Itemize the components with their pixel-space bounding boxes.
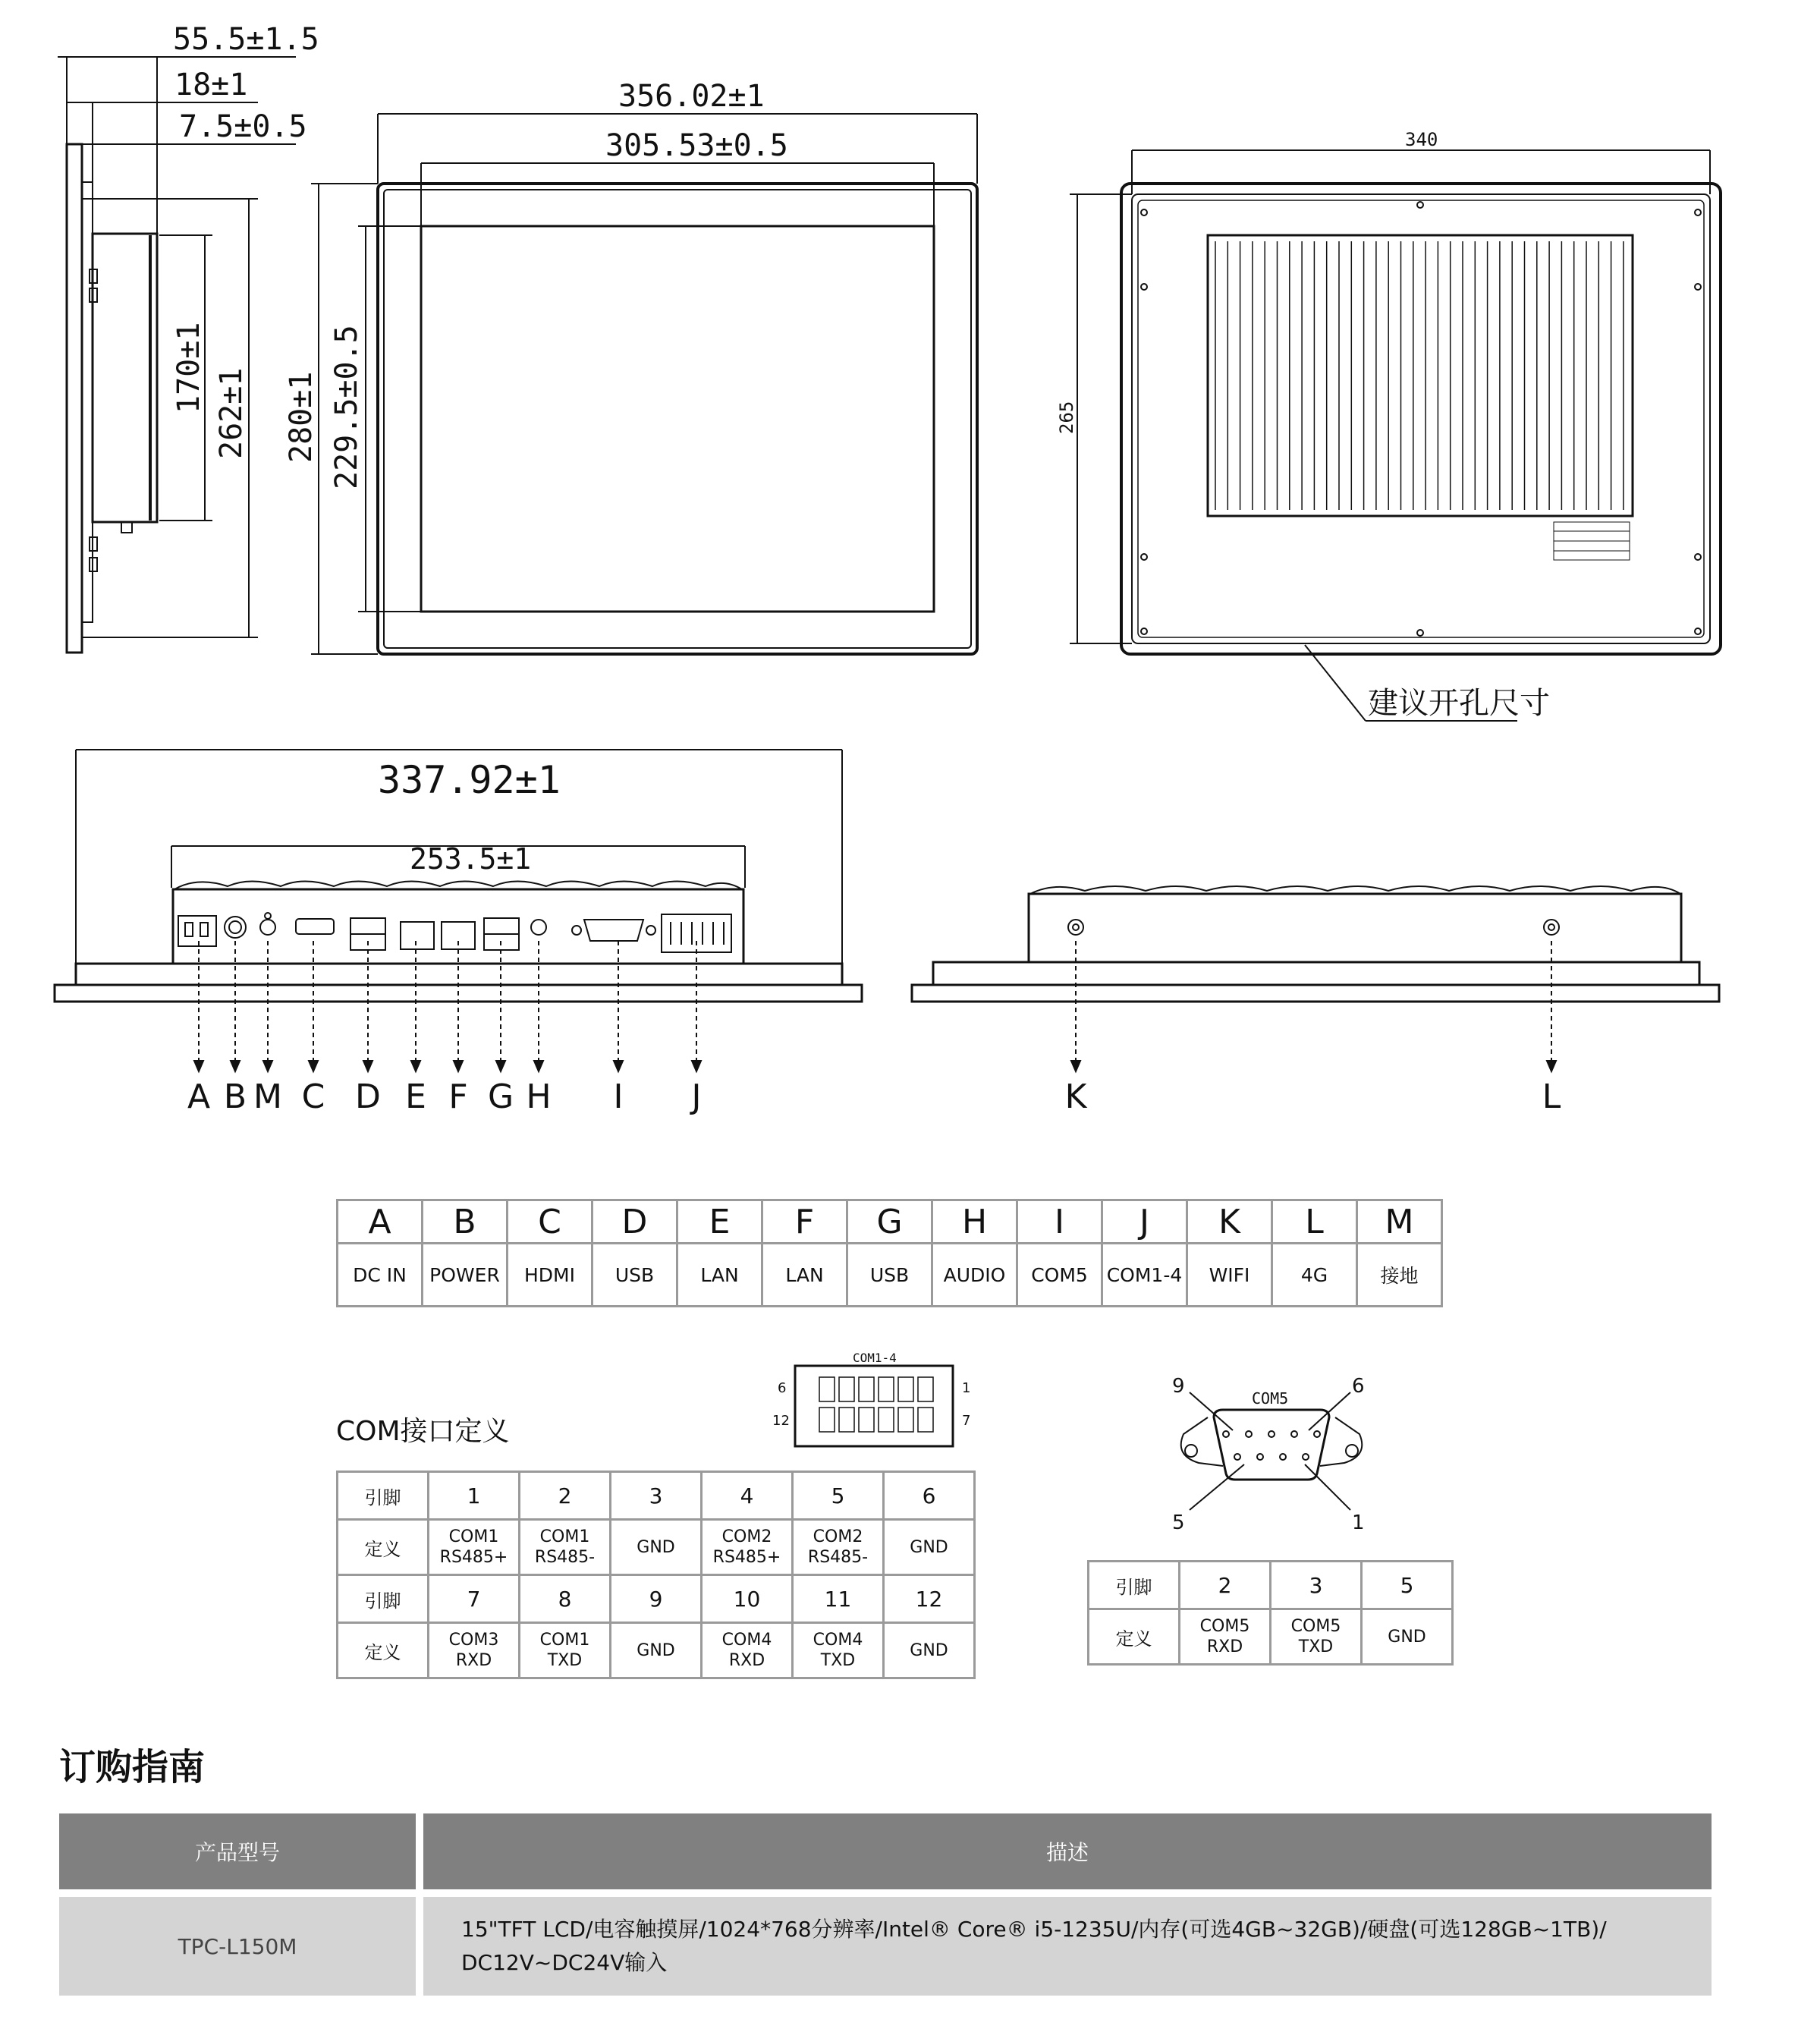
port-letter: B [223, 1077, 247, 1116]
pin-definition-line: RS485+ [439, 1548, 508, 1567]
pin-cell [819, 1377, 835, 1401]
order-description [423, 1897, 1712, 1996]
port-letter-cell: F [762, 1200, 847, 1244]
pin-definition-line: COM2 [721, 1527, 772, 1546]
front-view [284, 79, 977, 654]
pin-definition-line: COM3 [448, 1631, 499, 1650]
port-name-cell: 接地 [1357, 1244, 1442, 1307]
db9-pin [1291, 1431, 1297, 1437]
pin-definition-line: RXD [1206, 1637, 1243, 1656]
db9-pin [1257, 1454, 1263, 1460]
port-arrows-left [194, 941, 701, 1071]
port-letter-cell: C [508, 1200, 593, 1244]
pin-cell [898, 1408, 913, 1432]
port-name-cell: LAN [677, 1244, 762, 1307]
com5-pin-5: 5 [1172, 1511, 1185, 1534]
port-letter: K [1064, 1077, 1087, 1116]
pin-definition-line: COM1 [539, 1631, 590, 1650]
port-name-cell: USB [593, 1244, 677, 1307]
port-letter-cell: D [593, 1200, 677, 1244]
dim-side-inner-height: 170±1 [171, 322, 206, 414]
pin-definition-line: GND [910, 1537, 948, 1557]
pin-definition-cell [702, 1623, 793, 1678]
pin-number-cell: 3 [611, 1472, 702, 1520]
pin-definition-cell [702, 1520, 793, 1575]
db9-pin [1314, 1431, 1320, 1437]
pin-definition-cell [1362, 1609, 1453, 1665]
com1-4-pin-1: 1 [962, 1380, 971, 1396]
pin-definition-line: GND [637, 1537, 675, 1557]
pin-definition-line: GND [637, 1640, 675, 1660]
arrow-head [1071, 1061, 1080, 1071]
pin-definition-line: COM5 [1290, 1617, 1341, 1636]
arrow-head [534, 1061, 543, 1071]
arrow-head [309, 1061, 318, 1071]
pin-cell [879, 1377, 894, 1401]
pin-number-cell: 12 [884, 1575, 975, 1623]
com5-pin-6: 6 [1352, 1375, 1365, 1398]
pin-row [338, 1575, 975, 1623]
pin-definition-line: GND [910, 1640, 948, 1660]
port-letter-cell: E [677, 1200, 762, 1244]
dim-front-height: 280±1 [284, 371, 319, 463]
pin-definition-cell [1180, 1609, 1271, 1665]
pin-number-cell: 8 [520, 1575, 611, 1623]
com5-pin-1: 1 [1352, 1511, 1365, 1534]
pin-definition-cell [793, 1520, 884, 1575]
pin-number-cell: 9 [611, 1575, 702, 1623]
cutout-note: 建议开孔尺寸 [1368, 686, 1550, 721]
pin-cell [839, 1377, 854, 1401]
port-letter: G [487, 1077, 514, 1116]
pin-definition-line: GND [1388, 1627, 1426, 1647]
db9-pin [1280, 1454, 1286, 1460]
order-desc-line-2: DC12V~DC24V输入 [461, 1950, 668, 1975]
pin-definition-line: COM1 [539, 1527, 590, 1546]
dim-io-width: 253.5±1 [410, 842, 532, 876]
pin-number-cell: 5 [1362, 1562, 1453, 1609]
arrow-head [692, 1061, 701, 1071]
pin-cell [918, 1377, 933, 1401]
pin-definition-cell [884, 1520, 975, 1575]
port-letter-cell: K [1187, 1200, 1272, 1244]
order-header-row [59, 1813, 1712, 1889]
row-header-cell: 引脚 [1089, 1562, 1180, 1609]
port-letter: A [187, 1077, 211, 1116]
pin-number-cell: 7 [429, 1575, 520, 1623]
port-letter: M [253, 1077, 282, 1116]
port-name-cell: AUDIO [932, 1244, 1017, 1307]
db9-pin [1223, 1431, 1229, 1437]
arrow-head [1547, 1061, 1556, 1071]
side-view [58, 22, 319, 653]
pin-number-cell: 10 [702, 1575, 793, 1623]
dim-cutout-height: 265 [1056, 401, 1077, 434]
order-row [59, 1897, 1712, 1996]
port-legend-table [336, 1199, 1443, 1307]
dim-bottom-width: 337.92±1 [378, 758, 561, 802]
port-letter: J [691, 1077, 702, 1116]
port-letter-cell: L [1272, 1200, 1357, 1244]
port-name-cell: COM1-4 [1102, 1244, 1187, 1307]
com1-4-connector-diagram [772, 1351, 970, 1446]
db9-pins [1223, 1431, 1320, 1460]
arrow-head [263, 1061, 272, 1071]
db9-pin [1234, 1454, 1240, 1460]
com1-4-label: COM1-4 [853, 1351, 897, 1365]
arrow-head [363, 1061, 372, 1071]
bottom-io-view [55, 750, 862, 1116]
pin-number-cell: 2 [520, 1472, 611, 1520]
order-guide-title: 订购指南 [59, 1746, 206, 1788]
pin-definition-cell [611, 1623, 702, 1678]
db9-pin [1268, 1431, 1275, 1437]
port-letter-cell: H [932, 1200, 1017, 1244]
def-row [338, 1623, 975, 1678]
port-letters-left [187, 1077, 702, 1116]
pin-definition-line: TXD [1298, 1637, 1334, 1656]
dim-front-view-height: 229.5±0.5 [329, 325, 364, 489]
dim-side-outer-height: 262±1 [214, 367, 249, 459]
pin-definition-cell [520, 1623, 611, 1678]
dim-cutout-width: 340 [1405, 129, 1438, 150]
port-name-cell: WIFI [1187, 1244, 1272, 1307]
dim-front-width: 356.02±1 [618, 79, 765, 114]
def-row [1089, 1609, 1453, 1665]
dim-side-bezel: 7.5±0.5 [179, 109, 307, 144]
row-header-cell: 引脚 [338, 1575, 429, 1623]
row-header-cell: 定义 [1089, 1609, 1180, 1665]
pin-definition-cell [520, 1520, 611, 1575]
pin-row [338, 1472, 975, 1520]
pin-definition-cell [611, 1520, 702, 1575]
pin-cell [859, 1377, 874, 1401]
arrow-head [496, 1061, 505, 1071]
db9-pin [1303, 1454, 1309, 1460]
arrow-head [411, 1061, 420, 1071]
top-antenna-view [912, 886, 1719, 1116]
arrow-head [194, 1061, 203, 1071]
pin-definition-line: COM4 [813, 1631, 863, 1650]
pin-definition-cell [884, 1623, 975, 1678]
pin-definition-line: RS485- [807, 1548, 869, 1567]
com1-4-pin-7: 7 [962, 1413, 971, 1429]
port-name-cell: COM5 [1017, 1244, 1102, 1307]
port-letter-cell: M [1357, 1200, 1442, 1244]
pin-definition-line: RS485+ [712, 1548, 781, 1567]
com5-pin-9: 9 [1172, 1375, 1185, 1398]
pin-number-cell: 2 [1180, 1562, 1271, 1609]
order-col-model: 产品型号 [59, 1813, 416, 1889]
com1-4-pin-cells [819, 1377, 933, 1432]
pin-definition-cell [429, 1520, 520, 1575]
com1-4-pin-table [336, 1471, 976, 1679]
rear-view [1056, 129, 1721, 721]
port-letter-cell: G [847, 1200, 932, 1244]
dim-side-panel: 18±1 [174, 68, 248, 102]
com5-pin-table [1087, 1560, 1454, 1666]
order-model: TPC-L150M [59, 1897, 416, 1996]
heatsink-fins [1215, 241, 1624, 510]
arrow-head [231, 1061, 240, 1071]
pin-number-cell: 11 [793, 1575, 884, 1623]
port-letters-right [1065, 1077, 1561, 1116]
def-row [338, 1520, 975, 1575]
pin-definition-line: RS485- [534, 1548, 596, 1567]
dim-side-depth: 55.5±1.5 [173, 22, 319, 57]
arrow-head [614, 1061, 623, 1071]
port-name-cell: USB [847, 1244, 932, 1307]
port-letter: H [526, 1077, 552, 1116]
arrow-head [454, 1061, 463, 1071]
port-letter: F [448, 1077, 468, 1116]
pin-cell [898, 1377, 913, 1401]
pin-definition-line: COM5 [1199, 1617, 1250, 1636]
row-header-cell: 引脚 [338, 1472, 429, 1520]
pin-number-cell: 1 [429, 1472, 520, 1520]
pin-definition-line: TXD [547, 1651, 583, 1670]
port-letter-cell: I [1017, 1200, 1102, 1244]
pin-definition-cell [793, 1623, 884, 1678]
pin-definition-line: RXD [728, 1651, 765, 1670]
pin-definition-line: RXD [455, 1651, 492, 1670]
port-letter: E [405, 1077, 426, 1116]
port-letter-cell: B [423, 1200, 508, 1244]
order-table [52, 1806, 1719, 2003]
port-letter: L [1542, 1077, 1561, 1116]
dim-front-view-width: 305.53±0.5 [605, 128, 788, 163]
port-name-cell: LAN [762, 1244, 847, 1307]
port-letter: C [301, 1077, 325, 1116]
pin-definition-line: COM1 [448, 1527, 499, 1546]
port-letter: I [613, 1077, 624, 1116]
pin-cell [918, 1408, 933, 1432]
row-header-cell: 定义 [338, 1520, 429, 1575]
port-name-cell: DC IN [338, 1244, 423, 1307]
com1-4-pin-6: 6 [778, 1380, 787, 1396]
com5-label: COM5 [1252, 1389, 1289, 1408]
pin-definition-line: COM4 [721, 1631, 772, 1650]
pin-definition-line: COM2 [813, 1527, 863, 1546]
pin-definition-cell [429, 1623, 520, 1678]
port-name-cell: 4G [1272, 1244, 1357, 1307]
port-name-cell: POWER [423, 1244, 508, 1307]
pin-number-cell: 5 [793, 1472, 884, 1520]
pin-definition-cell [1271, 1609, 1362, 1665]
port-arrows-right [1071, 941, 1556, 1071]
order-desc-line-1: 15"TFT LCD/电容触摸屏/1024*768分辨率/Intel® Core® i5-1235U/内存(可选4GB~32GB)/硬盘(可选128GB~1TB)/ [461, 1917, 1607, 1942]
pin-row [1089, 1562, 1453, 1609]
row-header-cell: 定义 [338, 1623, 429, 1678]
port-letter-row [338, 1200, 1442, 1244]
com1-4-pin-12: 12 [772, 1413, 790, 1429]
com-definition-title: COM接口定义 [336, 1416, 510, 1447]
port-name-row [338, 1244, 1442, 1307]
port-name-cell: HDMI [508, 1244, 593, 1307]
pin-number-cell: 6 [884, 1472, 975, 1520]
db9-pin [1246, 1431, 1252, 1437]
pin-cell [859, 1408, 874, 1432]
port-letter-cell: A [338, 1200, 423, 1244]
com5-connector-diagram [1172, 1375, 1365, 1534]
port-letter: D [355, 1077, 381, 1116]
pin-number-cell: 3 [1271, 1562, 1362, 1609]
port-letter-cell: J [1102, 1200, 1187, 1244]
pin-number-cell: 4 [702, 1472, 793, 1520]
order-col-desc: 描述 [423, 1813, 1712, 1889]
pin-cell [819, 1408, 835, 1432]
pin-cell [879, 1408, 894, 1432]
pin-cell [839, 1408, 854, 1432]
pin-definition-line: TXD [820, 1651, 856, 1670]
